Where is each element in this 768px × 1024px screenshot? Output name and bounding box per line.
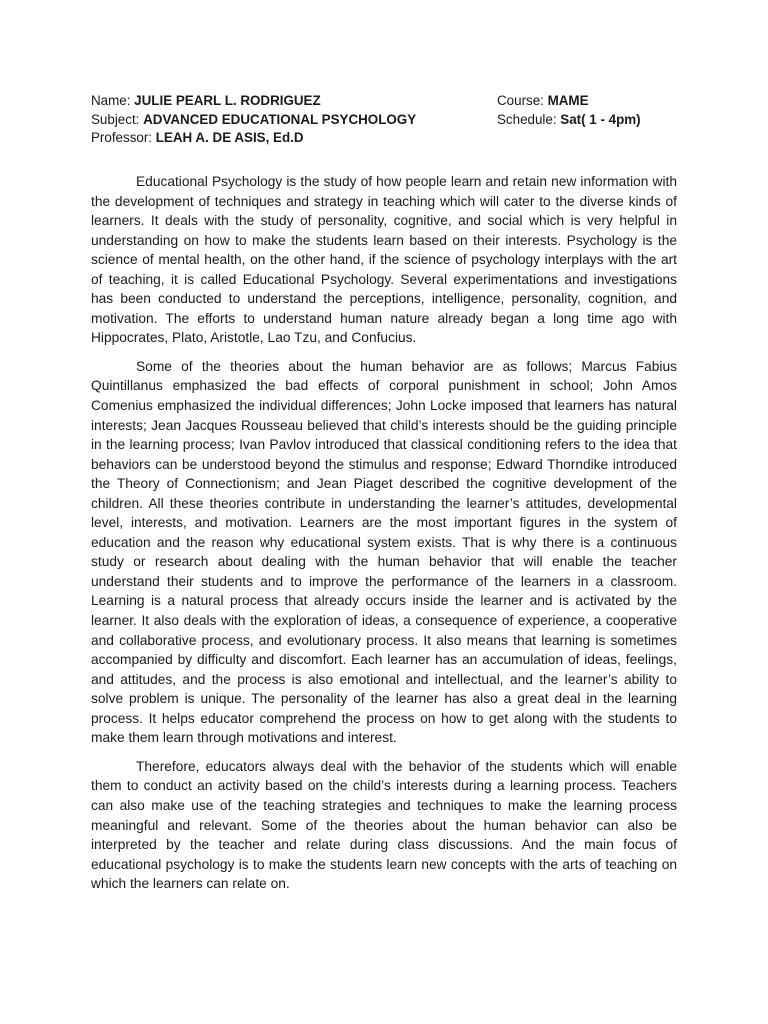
subject-label: Subject: — [91, 111, 144, 127]
header-row-name-course — [91, 92, 691, 111]
professor — [91, 129, 304, 148]
schedule — [497, 111, 641, 130]
course — [497, 92, 589, 111]
professor-label: Professor: — [91, 130, 156, 145]
name-label: Name: — [91, 93, 135, 108]
header-row-professor — [91, 129, 691, 148]
student-name — [91, 92, 321, 111]
header-row-subject-schedule — [91, 111, 691, 130]
professor-value: LEAH A. DE ASIS, Ed.D — [155, 130, 304, 145]
subject-value: ADVANCED EDUCATIONAL PSYCHOLOGY — [143, 111, 417, 127]
paragraph-2: Some of the theories about the human behavior are as follows; Marcus Fabius Quintillanus emphasized the bad effects of corporal punishment in school; John Amos Comenius emphasized the individual differences; John Locke imposed that learners has natural interests; Jean Jacques Rousseau believed that child’s interests should be the guiding principle in the learning process; Ivan Pavlov introduced that classical conditioning refers to the idea that behaviors can be understood beyond the stimulus and response; Edward Thorndike introduced the Theory of Connectionism; and Jean Piaget described the cognitive development of the children. All these theories contribute in understanding the learner’s attitudes, developmental level, interests, and motivation. Learners are the most important figures in the system of education and the reason why educational system exists. That is why there is a continuous study or research about dealing with the human behavior that will enable the teacher understand their students and to improve the performance of the learners in a classroom. Learning is a natural process that already occurs inside the learner and is activated by the learner. It also deals with the exploration of ideas, a consequence of experience, a cooperative and collaborative process, and evolutionary process. It also means that learning is sometimes accompanied by difficulty and discomfort. Each learner has an accumulation of ideas, feelings, and attitudes, and the process is also emotional and intellectual, and the learner’s ability to solve problem is unique. The personality of the learner has also a great deal in the learning process. It helps educator comprehend the process on how to get along with the students to make them learn through motivations and interest. — [91, 358, 677, 746]
paragraph-1: Educational Psychology is the study of how people learn and retain new information with the development of techniques and strategy in teaching which will cater to the diverse kinds of learners. It deals with the study of personality, cognitive, and social which is very helpful in understanding on how to make the students learn based on their interests. Psychology is the science of mental health, on the other hand, if the science of psychology interplays with the art of teaching, it is called Educational Psychology. Several experimentations and investigations has been conducted to understand the perceptions, intelligence, personality, cognition, and motivation. The efforts to understand human nature already began a long time ago with Hippocrates, Plato, Aristotle, Lao Tzu, and Confucius. — [91, 174, 677, 346]
paragraph-3: Therefore, educators always deal with the behavior of the students which will enable them to conduct an activity based on the child’s interests during a learning process. Teachers can also make use of the teaching strategies and techniques to make the learning process meaningful and relevant. Some of the theories about the human behavior can also be interpreted by the teacher and relate during class discussions. And the main focus of educational psychology is to make the students learn new concepts with the arts of teaching on which the learners can relate on. — [91, 758, 677, 892]
course-value: MAME — [547, 93, 589, 108]
essay-body — [91, 172, 677, 903]
document-header — [91, 92, 691, 148]
schedule-value: Sat( 1 - 4pm) — [560, 111, 641, 127]
name-value: JULIE PEARL L. RODRIGUEZ — [134, 93, 321, 108]
schedule-label: Schedule: — [497, 111, 561, 127]
subject — [91, 111, 416, 130]
course-label: Course: — [497, 93, 548, 108]
